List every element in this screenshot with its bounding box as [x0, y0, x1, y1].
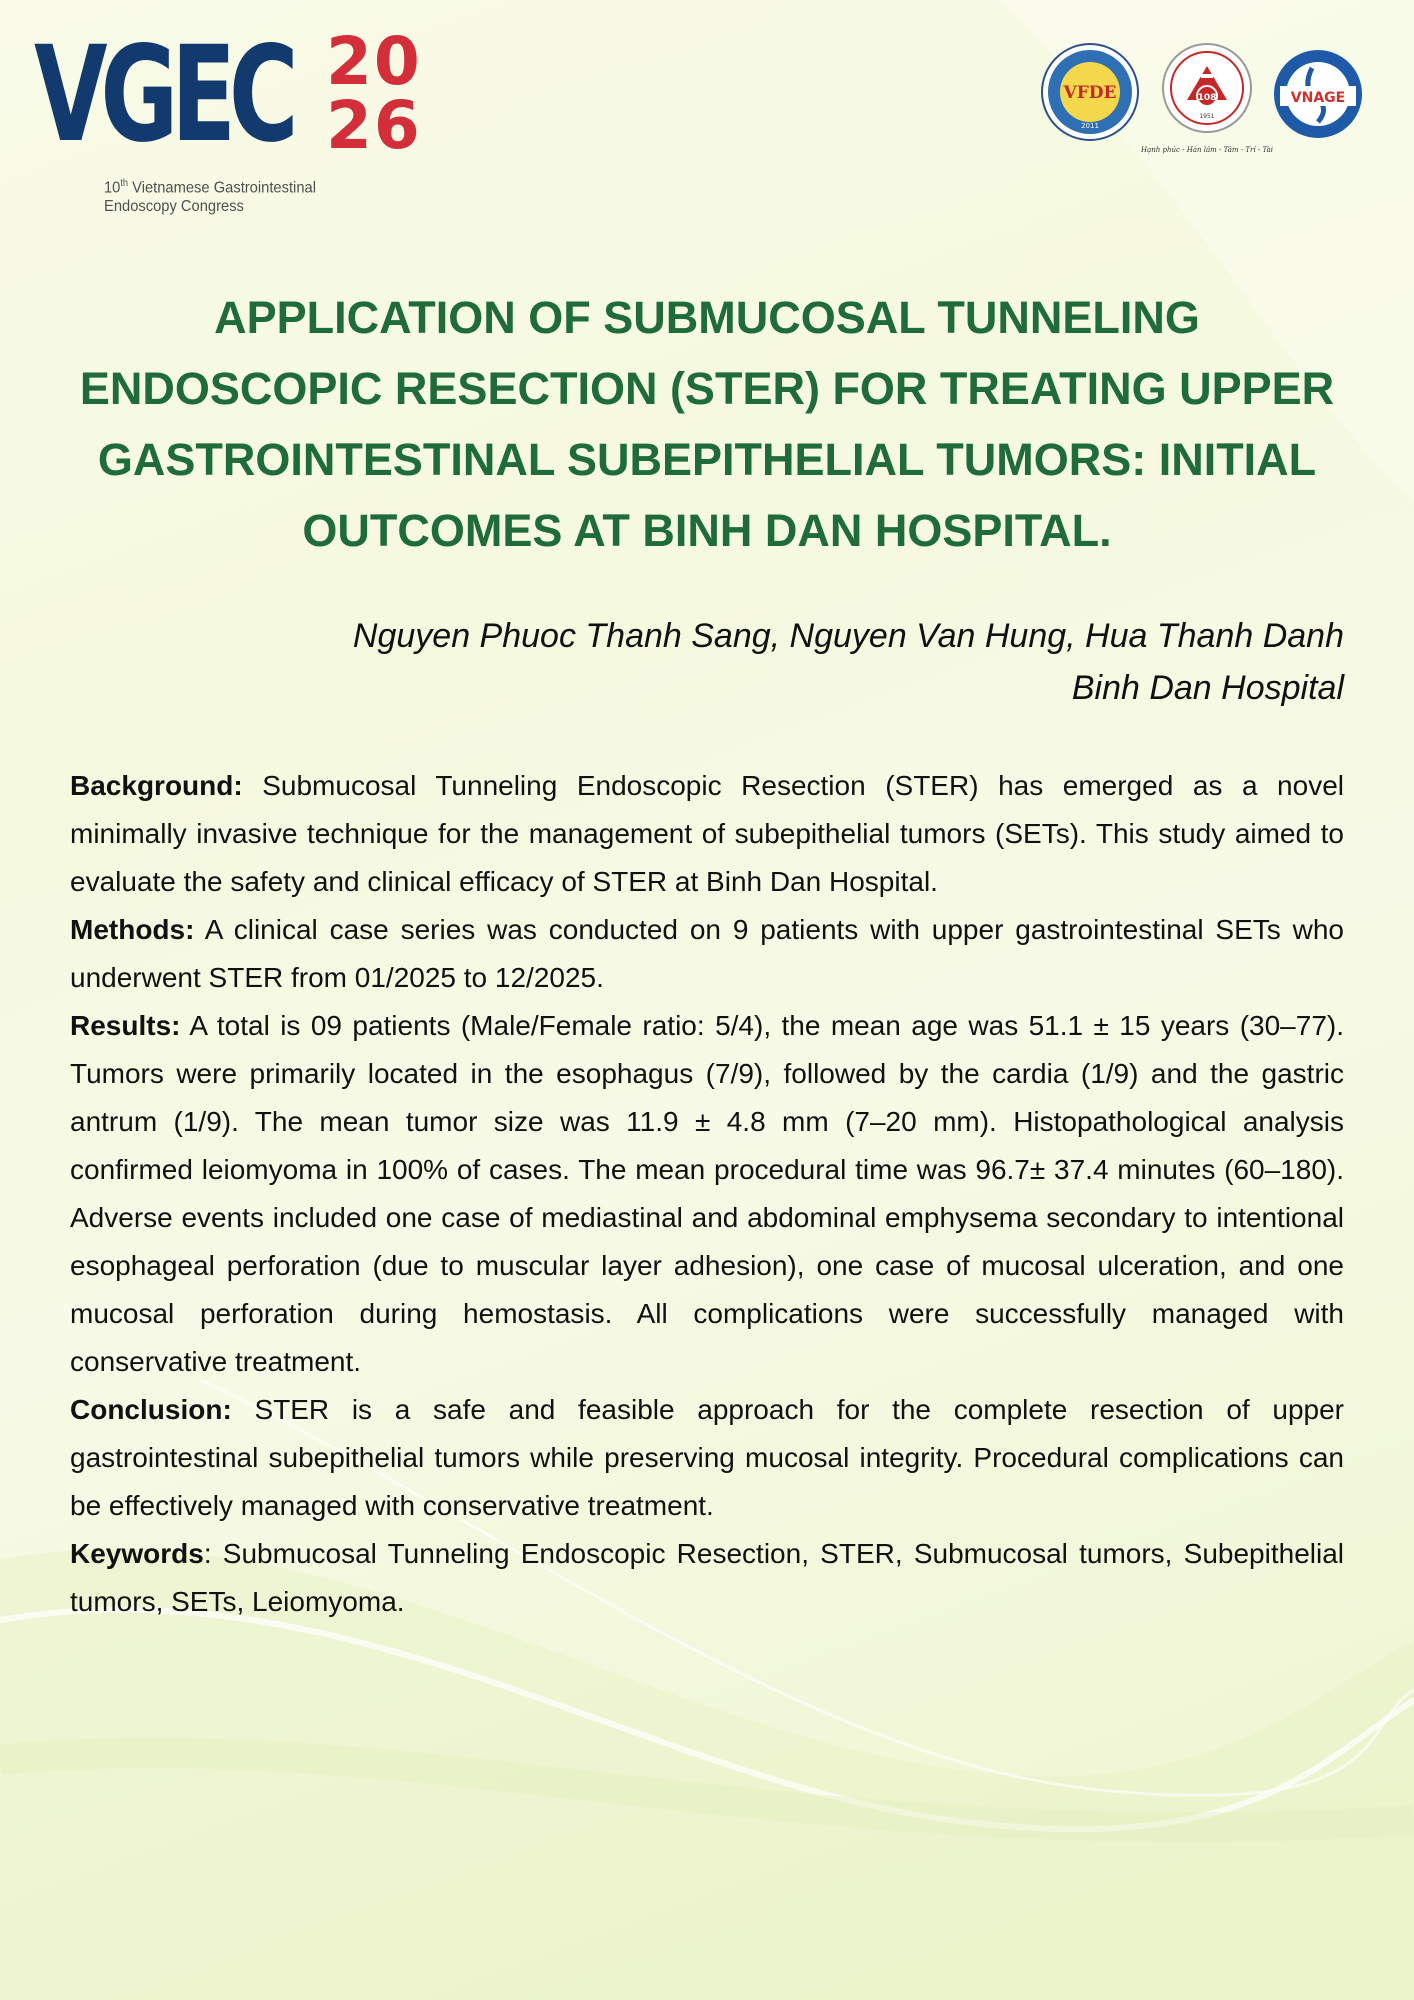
keywords-text: : Submucosal Tunneling Endoscopic Resection, STER, Submucosal tumors, Subepithelial tumors, SETs, Leiomyoma.: [70, 1538, 1344, 1617]
logo-subtitle-line1: Vietnamese Gastrointestinal: [128, 179, 316, 197]
title-line: OUTCOMES AT BINH DAN HOSPITAL.: [302, 505, 1112, 556]
military-seal-year: 1951: [1199, 113, 1215, 120]
abstract-results: [70, 1002, 1344, 1386]
military-seal-motto: Hạnh phúc - Hàn lâm - Tâm - Trí - Tài: [1141, 146, 1273, 154]
logo-subtitle-suffix: th: [120, 178, 129, 189]
methods-label: Methods:: [70, 914, 195, 945]
abstract-keywords: [70, 1530, 1344, 1626]
author-names: Nguyen Phuoc Thanh Sang, Nguyen Van Hung, Hua Thanh Danh: [352, 617, 1344, 655]
vfde-seal-icon: [1040, 42, 1140, 142]
background-label: Background:: [70, 770, 243, 801]
paper-title: [70, 282, 1344, 566]
vnage-seal-icon: [1272, 48, 1364, 140]
methods-text: A clinical case series was conducted on 9 patients with upper gastrointestinal SETs who underwent STER from 01/2025 to 12/2025.: [70, 914, 1344, 993]
logo-year-top: 20: [326, 23, 422, 100]
conclusion-text: STER is a safe and feasible approach for the complete resection of upper gastrointestinal subepithelial tumors while preserving mucosal integrity. Procedural complications can be effectively managed with conservative treatment.: [70, 1394, 1344, 1521]
results-text: A total is 09 patients (Male/Female ratio: 5/4), the mean age was 51.1 ± 15 years (30–77). Tumors were primarily located in the esophagus (7/9), followed by the cardia (1/9) and the gastric antrum (1/9). The mean tumor size was 11.9 ± 4.8 mm (7–20 mm). Histopathological analysis confirmed leiomyoma in 100% of cases. The mean procedural time was 96.7± 37.4 minutes (60–180). Adverse events included one case of mediastinal and abdominal emphysema secondary to intentional esophageal perforation (due to muscular layer adhesion), one case of mucosal ulceration, and one mucosal perforation during hemostasis. All complications were successfully managed with conservative treatment.: [70, 1010, 1344, 1377]
logo-acronym: VGEC: [34, 18, 292, 172]
vfde-seal-year: 2011: [1081, 122, 1099, 130]
congress-logo: [34, 18, 422, 220]
title-line: APPLICATION OF SUBMUCOSAL TUNNELING: [214, 292, 1200, 343]
abstract-conclusion: [70, 1386, 1344, 1530]
title-line: GASTROINTESTINAL SUBEPITHELIAL TUMORS: INITIAL: [97, 434, 1317, 485]
authors-block: [244, 610, 1344, 714]
background-text: Submucosal Tunneling Endoscopic Resection (STER) has emerged as a novel minimally invasive technique for the management of subepithelial tumors (SETs). This study aimed to evaluate the safety and clinical efficacy of STER at Binh Dan Hospital.: [70, 770, 1344, 897]
partner-seals: [1040, 40, 1380, 170]
results-label: Results:: [70, 1010, 181, 1041]
abstract-background: [70, 762, 1344, 906]
logo-subtitle-ordinal: 10: [104, 179, 121, 197]
logo-year-bottom: 26: [326, 87, 422, 164]
abstract-body: [70, 762, 1344, 1626]
military-seal-label: 108: [1197, 93, 1217, 103]
logo-year: [326, 23, 422, 164]
keywords-label: Keywords: [70, 1538, 204, 1569]
conclusion-label: Conclusion:: [70, 1394, 232, 1425]
vnage-seal-label: VNAGE: [1290, 90, 1346, 106]
title-line: ENDOSCOPIC RESECTION (STER) FOR TREATING UPPER: [79, 363, 1335, 414]
logo-subtitle-line2: Endoscopy Congress: [104, 198, 244, 216]
vfde-seal-label: VFDE: [1063, 83, 1117, 103]
military-hospital-seal-icon: [1141, 40, 1273, 168]
author-affiliation: Binh Dan Hospital: [1071, 669, 1344, 707]
abstract-methods: [70, 906, 1344, 1002]
logo-subtitle: [104, 174, 316, 216]
